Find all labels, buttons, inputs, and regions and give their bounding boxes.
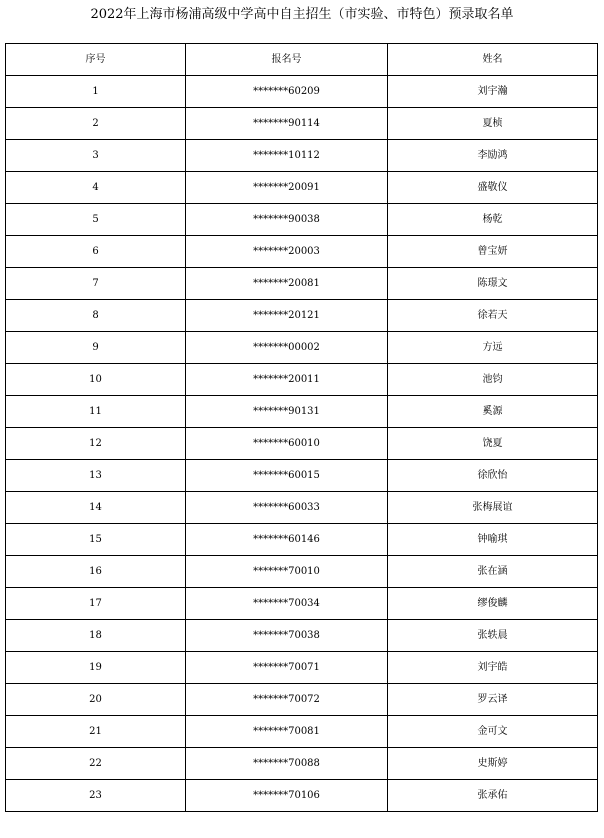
- table-row: [6, 524, 598, 556]
- admission-list-table: [5, 43, 598, 812]
- table-row: [6, 172, 598, 204]
- cell-student-name: 罗云译: [388, 684, 598, 716]
- cell-registration-number: *******90131: [186, 396, 388, 428]
- table-row: [6, 268, 598, 300]
- table-row: [6, 588, 598, 620]
- cell-registration-number: *******20121: [186, 300, 388, 332]
- cell-registration-number: *******70072: [186, 684, 388, 716]
- table-row: [6, 620, 598, 652]
- cell-number: 9: [6, 332, 186, 364]
- cell-registration-number: *******70071: [186, 652, 388, 684]
- cell-student-name: 杨乾: [388, 204, 598, 236]
- cell-student-name: 曾宝妍: [388, 236, 598, 268]
- column-header-name: 姓名: [388, 44, 598, 76]
- table-row: [6, 300, 598, 332]
- table-row: [6, 428, 598, 460]
- cell-number: 17: [6, 588, 186, 620]
- table-row: [6, 76, 598, 108]
- table-row: [6, 460, 598, 492]
- cell-registration-number: *******70010: [186, 556, 388, 588]
- table-header-row: [6, 44, 598, 76]
- cell-student-name: 张承佑: [388, 780, 598, 812]
- cell-number: 20: [6, 684, 186, 716]
- cell-student-name: 刘宇皓: [388, 652, 598, 684]
- cell-number: 15: [6, 524, 186, 556]
- table-row: [6, 716, 598, 748]
- cell-student-name: 奚源: [388, 396, 598, 428]
- cell-student-name: 方远: [388, 332, 598, 364]
- column-header-registration: 报名号: [186, 44, 388, 76]
- cell-number: 16: [6, 556, 186, 588]
- table-row: [6, 236, 598, 268]
- cell-student-name: 池钧: [388, 364, 598, 396]
- cell-student-name: 张在涵: [388, 556, 598, 588]
- cell-registration-number: *******70106: [186, 780, 388, 812]
- cell-student-name: 缪俊麟: [388, 588, 598, 620]
- table-row: [6, 556, 598, 588]
- cell-student-name: 饶夏: [388, 428, 598, 460]
- cell-student-name: 金可文: [388, 716, 598, 748]
- table-row: [6, 108, 598, 140]
- cell-number: 10: [6, 364, 186, 396]
- cell-student-name: 陈璟文: [388, 268, 598, 300]
- cell-student-name: 李励鸿: [388, 140, 598, 172]
- cell-student-name: 张梅展谊: [388, 492, 598, 524]
- cell-registration-number: *******60209: [186, 76, 388, 108]
- cell-number: 21: [6, 716, 186, 748]
- cell-number: 11: [6, 396, 186, 428]
- table-row: [6, 652, 598, 684]
- table-row: [6, 396, 598, 428]
- table-row: [6, 684, 598, 716]
- table-body: [6, 76, 598, 812]
- cell-registration-number: *******90114: [186, 108, 388, 140]
- cell-registration-number: *******70034: [186, 588, 388, 620]
- cell-number: 6: [6, 236, 186, 268]
- cell-number: 23: [6, 780, 186, 812]
- table-row: [6, 204, 598, 236]
- cell-number: 5: [6, 204, 186, 236]
- cell-registration-number: *******60033: [186, 492, 388, 524]
- column-header-number: 序号: [6, 44, 186, 76]
- cell-student-name: 史斯婷: [388, 748, 598, 780]
- cell-number: 8: [6, 300, 186, 332]
- cell-number: 18: [6, 620, 186, 652]
- cell-student-name: 张轶晨: [388, 620, 598, 652]
- table-row: [6, 780, 598, 812]
- cell-number: 14: [6, 492, 186, 524]
- cell-registration-number: *******60146: [186, 524, 388, 556]
- cell-number: 19: [6, 652, 186, 684]
- cell-registration-number: *******90038: [186, 204, 388, 236]
- cell-number: 4: [6, 172, 186, 204]
- cell-registration-number: *******20011: [186, 364, 388, 396]
- table-row: [6, 332, 598, 364]
- cell-registration-number: *******00002: [186, 332, 388, 364]
- table-row: [6, 748, 598, 780]
- cell-registration-number: *******70038: [186, 620, 388, 652]
- table-row: [6, 492, 598, 524]
- cell-student-name: 夏桢: [388, 108, 598, 140]
- cell-registration-number: *******20003: [186, 236, 388, 268]
- cell-student-name: 盛敬仪: [388, 172, 598, 204]
- cell-registration-number: *******20091: [186, 172, 388, 204]
- cell-student-name: 徐欣怡: [388, 460, 598, 492]
- cell-registration-number: *******20081: [186, 268, 388, 300]
- cell-registration-number: *******70088: [186, 748, 388, 780]
- cell-number: 13: [6, 460, 186, 492]
- cell-student-name: 刘宇瀚: [388, 76, 598, 108]
- cell-number: 1: [6, 76, 186, 108]
- cell-number: 22: [6, 748, 186, 780]
- table-row: [6, 140, 598, 172]
- cell-number: 7: [6, 268, 186, 300]
- cell-number: 2: [6, 108, 186, 140]
- cell-registration-number: *******10112: [186, 140, 388, 172]
- cell-number: 12: [6, 428, 186, 460]
- cell-registration-number: *******70081: [186, 716, 388, 748]
- cell-registration-number: *******60010: [186, 428, 388, 460]
- table-row: [6, 364, 598, 396]
- cell-registration-number: *******60015: [186, 460, 388, 492]
- cell-number: 3: [6, 140, 186, 172]
- cell-student-name: 徐若天: [388, 300, 598, 332]
- cell-student-name: 钟喻琪: [388, 524, 598, 556]
- document-title: 2022年上海市杨浦高级中学高中自主招生（市实验、市特色）预录取名单: [90, 7, 514, 22]
